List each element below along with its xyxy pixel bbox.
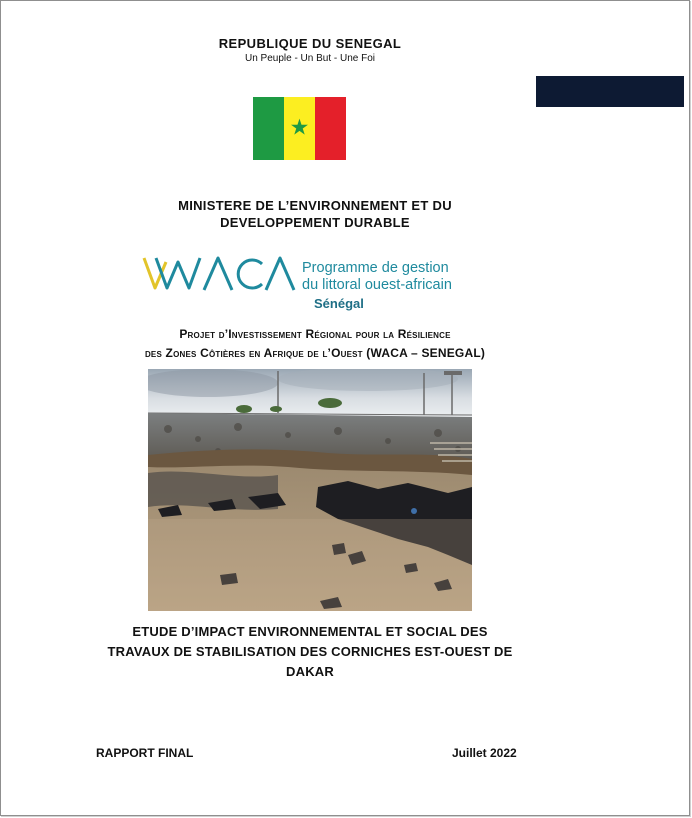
ministry-name bbox=[0, 197, 630, 231]
study-title-line-3: DAKAR bbox=[286, 664, 334, 679]
report-type: RAPPORT FINAL bbox=[96, 746, 194, 760]
flag-red-stripe bbox=[315, 97, 346, 160]
eroded-coastline-photo bbox=[148, 369, 472, 611]
cover-photo bbox=[148, 369, 472, 611]
logo-tagline bbox=[302, 260, 452, 294]
ministry-line-2: DEVELOPPEMENT DURABLE bbox=[220, 215, 410, 230]
flag-green-stripe bbox=[253, 97, 284, 160]
report-date: Juillet 2022 bbox=[452, 746, 517, 760]
waca-wordmark-logo bbox=[142, 252, 302, 296]
national-motto: Un Peuple - Un But - Une Foi bbox=[244, 53, 376, 64]
logo-tagline-line-2: du littoral ouest-africain bbox=[302, 277, 452, 293]
country-title: REPUBLIQUE DU SENEGAL bbox=[218, 36, 402, 51]
project-line-2: des Zones Côtières en Afrique de l’Ouest (WACA – SENEGAL) bbox=[144, 346, 486, 360]
waca-logo bbox=[142, 252, 487, 314]
star-icon: ★ bbox=[289, 115, 310, 141]
flag-yellow-stripe bbox=[284, 97, 315, 160]
project-name bbox=[0, 325, 630, 363]
ministry-line-1: MINISTERE DE L’ENVIRONNEMENT ET DU bbox=[178, 198, 452, 213]
logo-country: Sénégal bbox=[314, 296, 364, 311]
logo-tagline-line-1: Programme de gestion bbox=[302, 260, 449, 276]
project-line-1: Projet d’Investissement Régional pour la Résilience bbox=[179, 327, 451, 341]
senegal-flag bbox=[253, 97, 346, 160]
redaction-block bbox=[536, 76, 684, 107]
study-title-line-2: TRAVAUX DE STABILISATION DES CORNICHES EST-OUEST DE bbox=[107, 644, 513, 659]
study-title bbox=[0, 622, 620, 682]
study-title-line-1: ETUDE D’IMPACT ENVIRONNEMENTAL ET SOCIAL DES bbox=[132, 624, 488, 639]
